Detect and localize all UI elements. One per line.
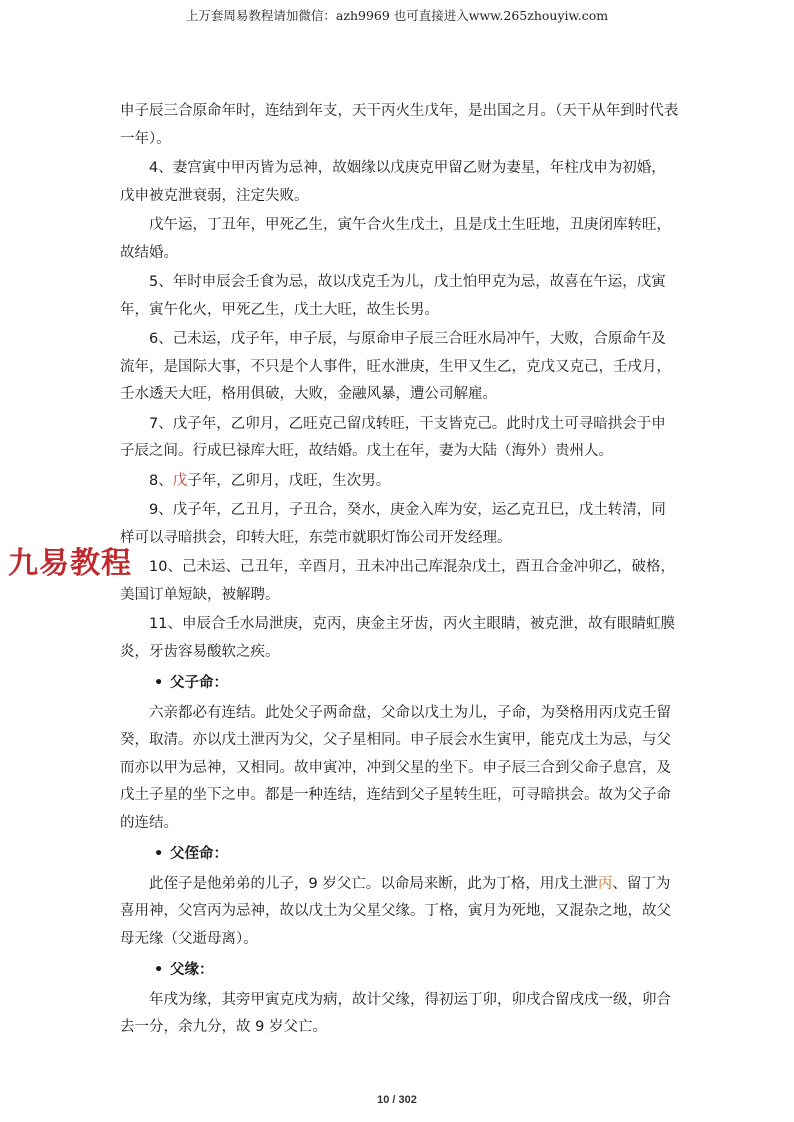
heading-text: 父缘： — [170, 962, 214, 978]
page-number: 10 / 302 — [377, 1094, 417, 1106]
paragraph: 年戌为缘，其旁甲寅克戌为病，故计父缘，得初运丁卯，卯戌合留戌戌一级，卯合去一分，余九分，故 9 岁父亡。 — [120, 991, 671, 1035]
heading-text: 父侄命： — [170, 846, 228, 862]
heading-text: 父子命： — [170, 675, 228, 691]
text-segment: 子年，乙卯月，戊旺，生次男。 — [187, 472, 391, 489]
section-heading — [154, 841, 680, 869]
bullet-icon: • — [154, 675, 164, 691]
paragraph: 11、申辰合壬水局泄庚，克丙，庚金主牙齿，丙火主眼睛，被克泄，故有眼睛虹膜炎，牙齿容易酸软之疾。 — [120, 616, 675, 660]
paragraph: 戊午运，丁丑年，甲死乙生，寅午合火生戊土，且是戊土生旺地，丑庚闭库转旺，故结婚。 — [120, 217, 671, 261]
paragraph: 4、妻宫寅中甲丙皆为忌神，故姻缘以戊庚克甲留乙财为妻星，年柱戊申为初婚，戊申被克泄衰弱，注定失败。 — [120, 160, 666, 204]
paragraph: 7、戊子年，乙卯月，乙旺克己留戊转旺，干支皆克己。此时戊土可寻暗拱会于申子辰之间。行成巳禄库大旺，故结婚。戊土在年，妻为大陆（海外）贵州人。 — [120, 415, 666, 459]
header-banner: 上万套周易教程请加微信：azh9969 也可直接进入www.265zhouyiw.com — [185, 8, 609, 23]
highlighted-text: 戊 — [172, 472, 188, 489]
text-segment: 、留丁为喜用神，父宫丙为忌神，故以戊土为父星父缘。丁格，寅月为死地，又混杂之地，故父母无缘（父逝母离）。 — [120, 875, 671, 947]
bullet-icon: • — [154, 962, 164, 978]
paragraph — [120, 468, 680, 496]
section-heading — [154, 670, 680, 698]
paragraph: 6、己未运，戊子年，申子辰，与原命申子辰三合旺水局冲午，大败，合原命午及流年，是国际大事，不只是个人事件，旺水泄庚，生甲又生乙，克戊又克己，壬戌月，壬水透天大旺，格用俱破，大败，金融风暴，遭公司解雇。 — [120, 331, 671, 402]
paragraph: 5、年时申辰会壬食为忌，故以戊克壬为儿，戊土怕甲克为忌，故喜在午运，戊寅年，寅午化火，甲死乙生，戊土大旺，故生长男。 — [120, 274, 666, 318]
section-heading — [154, 957, 680, 985]
text-segment: 8、 — [149, 472, 173, 489]
watermark-logo: 九易教程 — [8, 546, 132, 581]
text-segment: 此侄子是他弟弟的儿子，9 岁父亡。以命局来断，此为丁格，用戊土泄 — [149, 875, 598, 892]
paragraph: 9、戊子年，乙丑月，子丑合，癸水，庚金入库为安，运乙克丑巳，戊土转清，同样可以寻暗拱会，印转大旺，东莞市就职灯饰公司开发经理。 — [120, 502, 666, 546]
highlighted-text: 丙 — [597, 875, 613, 892]
paragraph: 申子辰三合原命年时，连结到年支，天干丙火生戊年，是出国之月。（天干从年到时代表一年）。 — [120, 103, 679, 147]
document-body — [120, 98, 680, 1042]
paragraph — [120, 871, 680, 954]
paragraph: 10、己未运、己丑年，辛酉月，丑未冲出己库混杂戊土，酉丑合金冲卯乙，破格，美国订单短缺，被解聘。 — [120, 559, 675, 603]
bullet-icon: • — [154, 846, 164, 862]
paragraph: 六亲都必有连结。此处父子两命盘，父命以戊土为儿，子命，为癸格用丙戊克壬留癸，取清。亦以戊土泄丙为父，父子星相同。申子辰会水生寅甲，能克戊土为忌，与父而亦以甲为忌神，又相同。故申寅冲，冲到父星的坐下。申子辰三合到父命子息宫，及戊土子星的坐下之申。都是一种连结，连结到父子星转生旺，可寻暗拱会。故为父子命的连结。 — [120, 704, 671, 831]
